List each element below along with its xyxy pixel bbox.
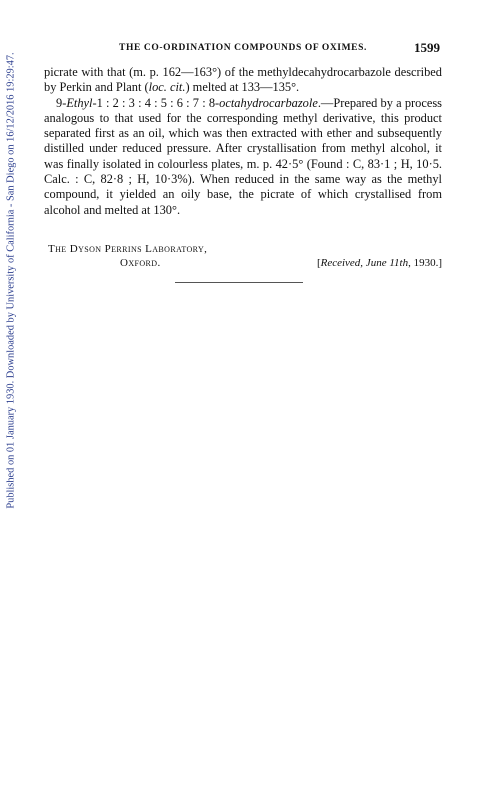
laboratory-city: Oxford.: [120, 257, 161, 269]
paragraph-1-text-b: ) melted at 133—135°.: [185, 80, 300, 95]
paragraph-2: [44, 96, 442, 218]
received-day: 11th: [389, 257, 409, 269]
received-date: [317, 256, 442, 270]
paragraph-2-text-c: .—Prepared by a process analogous to that used for the corresponding methyl derivative, this product separated first as an oil, which was then extracted with ether and subsequently distilled under reduced pressure. After crystallisation from methyl alcohol, it was finally isolated in colourless plates, m. p. 42·5° (Found : C, 83·1 ; H, 10·5. Calc. : C, 82·8 ; H, 10·3%). When reduced in the same way as the methyl compound, it yielded an oily base, the picrate of which crystallised from alcohol and melted at 130°.: [44, 95, 442, 217]
running-title: THE CO-ORDINATION COMPOUNDS OF OXIMES.: [119, 43, 367, 53]
end-rule: [175, 282, 303, 283]
download-watermark: [2, 0, 20, 560]
paragraph-2-text-b: -1 : 2 : 3 : 4 : 5 : 6 : 7 : 8-: [92, 95, 220, 110]
page-number: 1599: [414, 40, 440, 55]
signature-line: [44, 256, 442, 270]
paragraph-1-text-a: picrate with that (m. p. 162—163°) of the methyldecahydrocarbazole described by Perkin and Plant (: [44, 65, 442, 95]
paragraph-2-text-a: 9-: [56, 95, 67, 110]
paragraph-2-italic-ethyl: Ethyl: [66, 95, 93, 110]
page-header: [44, 42, 442, 58]
laboratory-name: The Dyson Perrins Laboratory,: [48, 243, 208, 255]
paragraph-1: [44, 65, 442, 96]
received-year: , 1930.]: [408, 257, 442, 269]
paragraph-2-italic-compound: octahydrocarbazole: [219, 95, 318, 110]
article-body: [44, 65, 442, 218]
received-label: Received, June: [320, 257, 387, 269]
received-bracket-open: [: [316, 257, 321, 269]
paragraph-1-italic: loc. cit.: [148, 80, 186, 95]
signature-block: [44, 242, 442, 270]
download-watermark-text: Published on 01 January 1930. Downloaded by University of California - San Diego on 16/12/2016 19:29:47.: [5, 51, 17, 509]
